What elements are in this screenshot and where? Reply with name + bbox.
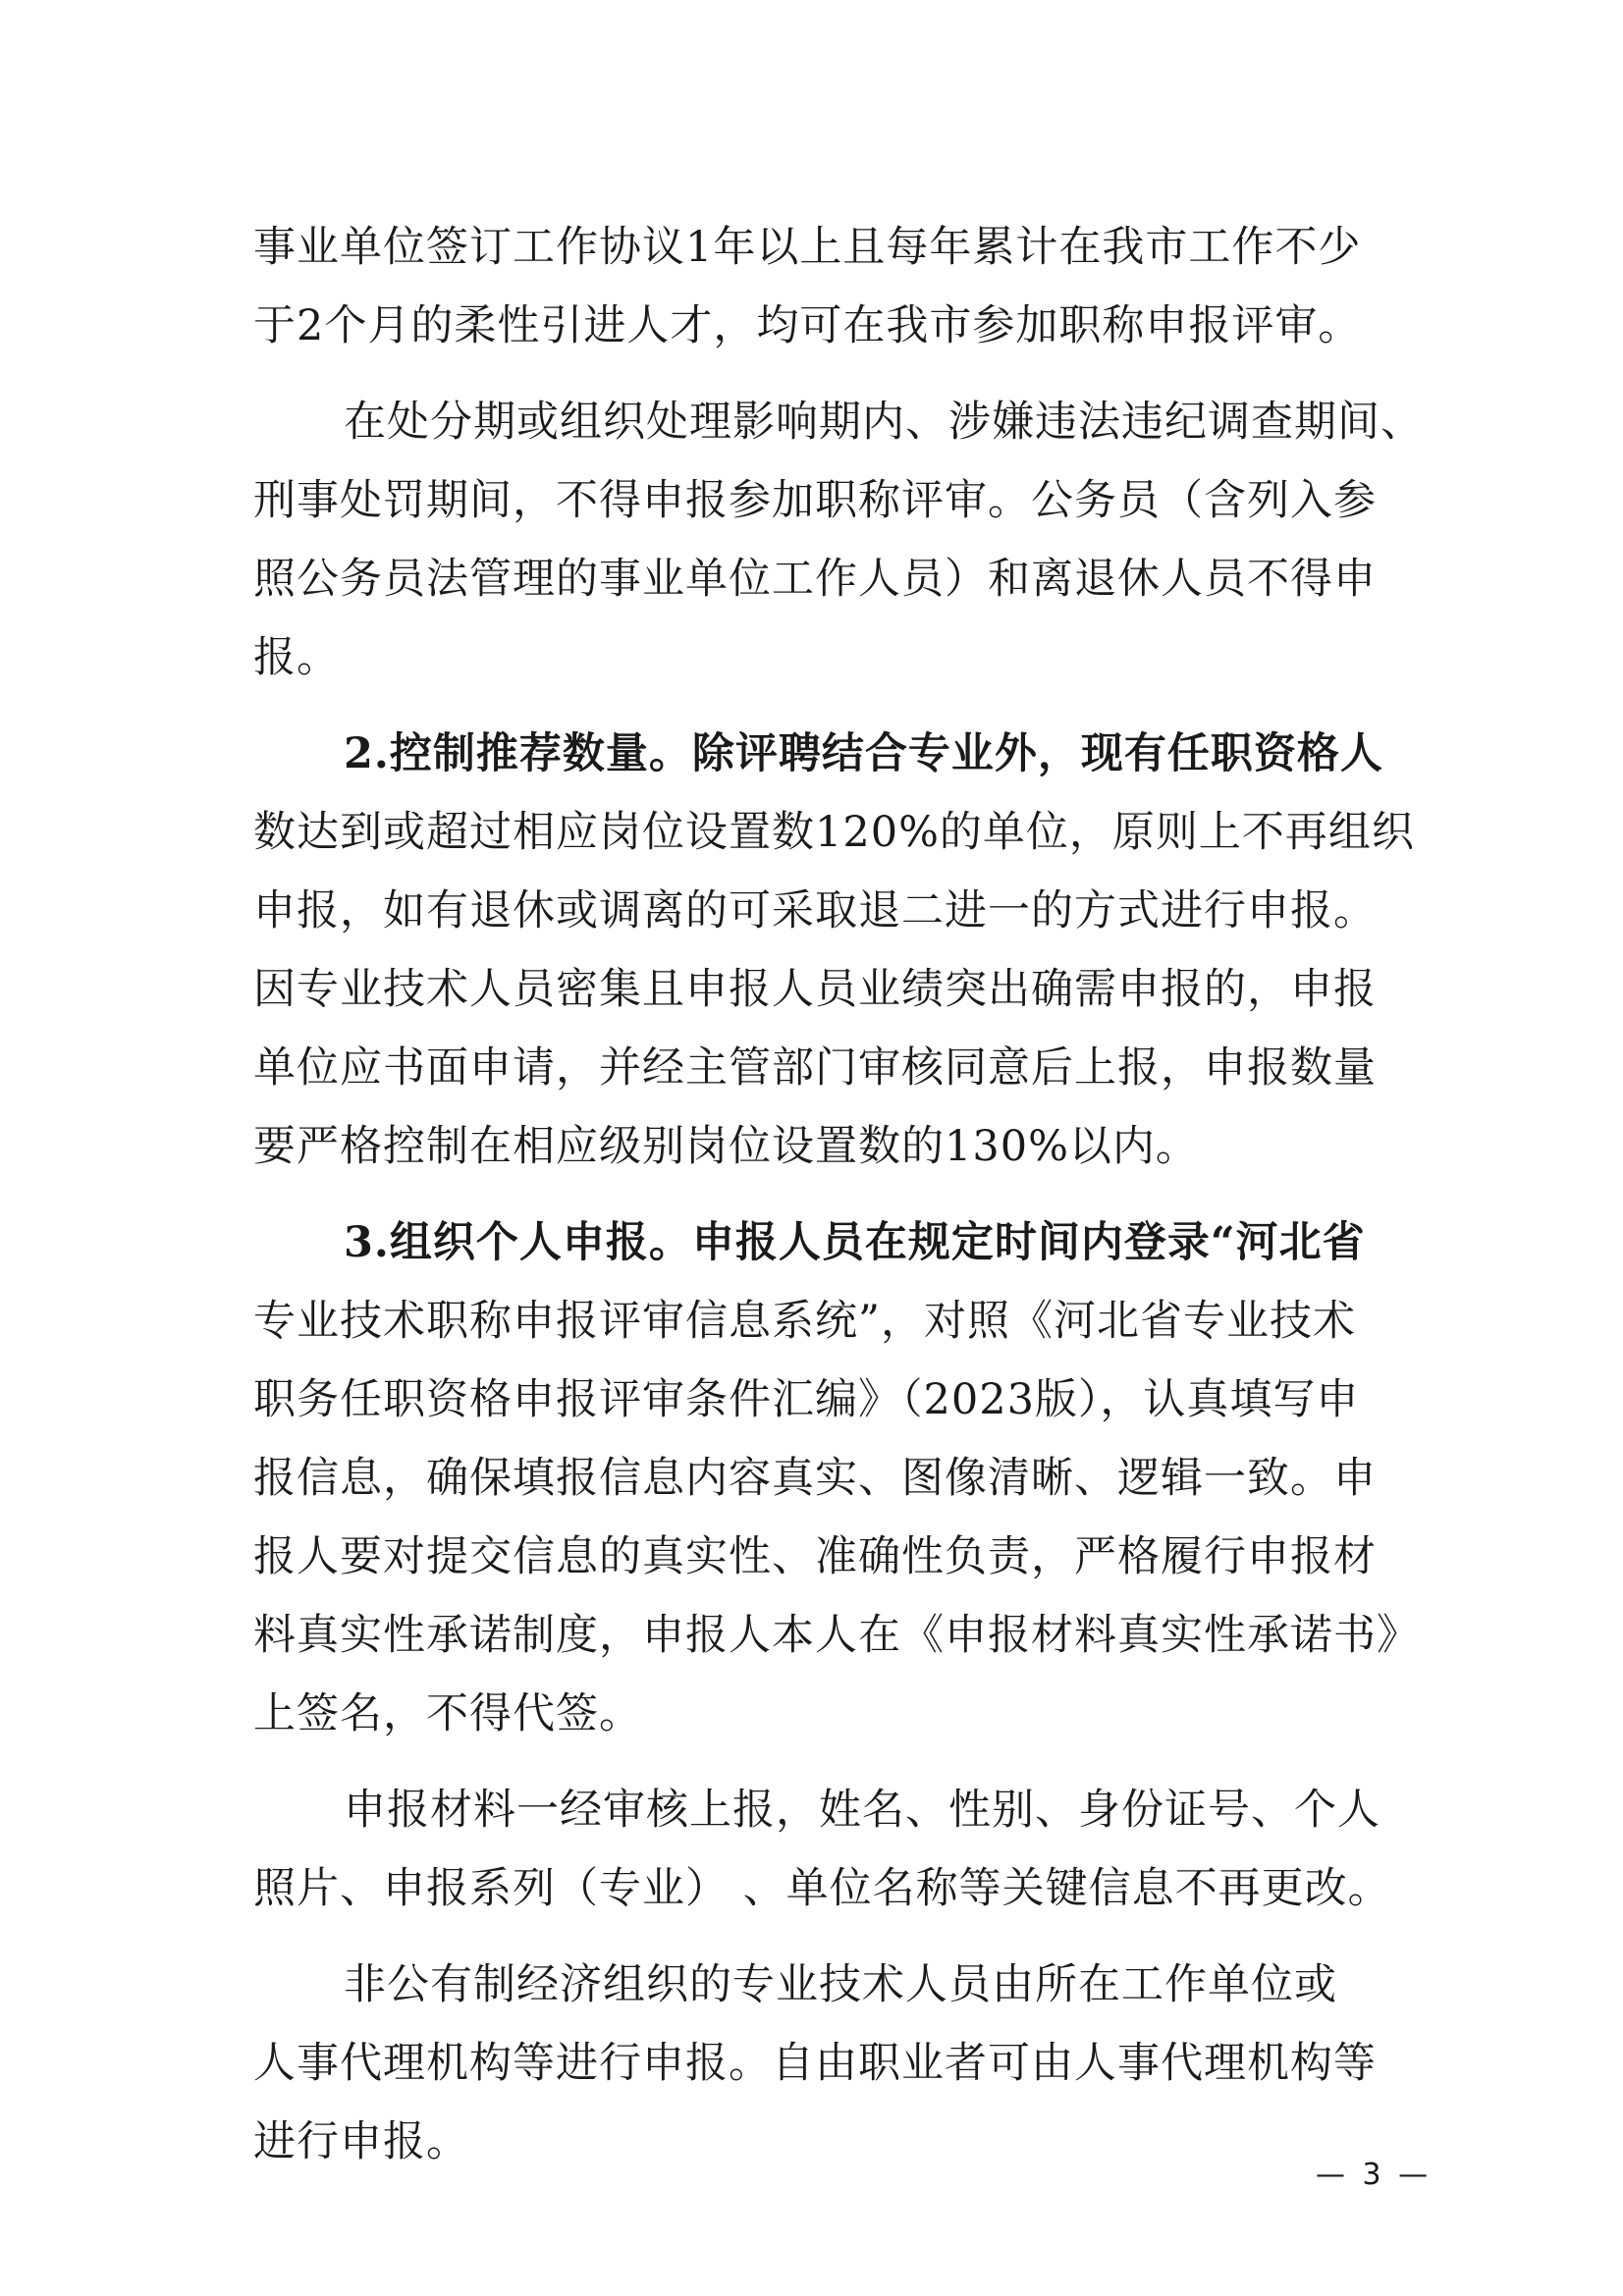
text-line: 要严格控制在相应级别岗位设置数的130%以内。 — [253, 1122, 1199, 1171]
text-line: 职务任职资格申报评审条件汇编》（2023版），认真填写申 — [253, 1375, 1360, 1424]
text-line: 因专业技术人员密集且申报人员业绩突出确需申报的，申报 — [253, 965, 1377, 1014]
text-line: 料真实性承诺制度，申报人本人在《申报材料真实性承诺书》 — [253, 1611, 1420, 1660]
text-line: 报人要对提交信息的真实性、准确性负责，严格履行申报材 — [253, 1532, 1377, 1581]
text-line: 申报，如有退休或调离的可采取退二进一的方式进行申报。 — [253, 886, 1377, 935]
text-line: 照公务员法管理的事业单位工作人员）和离退休人员不得申 — [253, 555, 1377, 604]
text-line: 单位应书面申请，并经主管部门审核同意后上报，申报数量 — [253, 1043, 1377, 1093]
text-line: 专业技术职称申报评审信息系统”，对照《河北省专业技术 — [253, 1297, 1356, 1346]
item-2-heading-line — [253, 715, 1382, 793]
item-3-heading-line — [253, 1203, 1382, 1282]
text-line: 在处分期或组织处理影响期内、涉嫌违法违纪调查期间、 — [344, 398, 1424, 447]
text-line: 非公有制经济组织的专业技术人员由所在工作单位或 — [344, 1960, 1337, 2009]
text-line: 报。 — [253, 633, 340, 682]
text-line: 上签名，不得代签。 — [253, 1689, 642, 1738]
text-line: 人事代理机构等进行申报。自由职业者可由人事代理机构等 — [253, 2039, 1377, 2088]
text-line: 刑事处罚期间，不得申报参加职称评审。公务员（含列入参 — [253, 476, 1377, 525]
page-number: — 3 — — [1316, 2158, 1433, 2192]
text-line: 进行申报。 — [253, 2117, 469, 2166]
item-2-number: 2. — [344, 729, 390, 778]
text-line: 事业单位签订工作协议1年以上且每年累计在我市工作不少 — [253, 223, 1362, 272]
item-3-text: 组织个人申报。申报人员在规定时间内登录“河北省 — [389, 1218, 1366, 1267]
text-line: 申报材料一经审核上报，姓名、性别、身份证号、个人 — [344, 1786, 1380, 1835]
text-line: 数达到或超过相应岗位设置数120%的单位，原则上不再组织 — [253, 808, 1415, 857]
body-text — [253, 208, 1424, 2181]
item-2-text: 控制推荐数量。除评聘结合专业外，现有任职资格人 — [389, 729, 1383, 778]
text-line: 于2个月的柔性引进人才，均可在我市参加职称申报评审。 — [253, 301, 1362, 350]
item-3-number: 3. — [344, 1218, 390, 1267]
text-line: 报信息，确保填报信息内容真实、图像清晰、逻辑一致。申 — [253, 1454, 1377, 1503]
text-line: 照片、申报系列（专业） 、单位名称等关键信息不再更改。 — [253, 1864, 1391, 1913]
